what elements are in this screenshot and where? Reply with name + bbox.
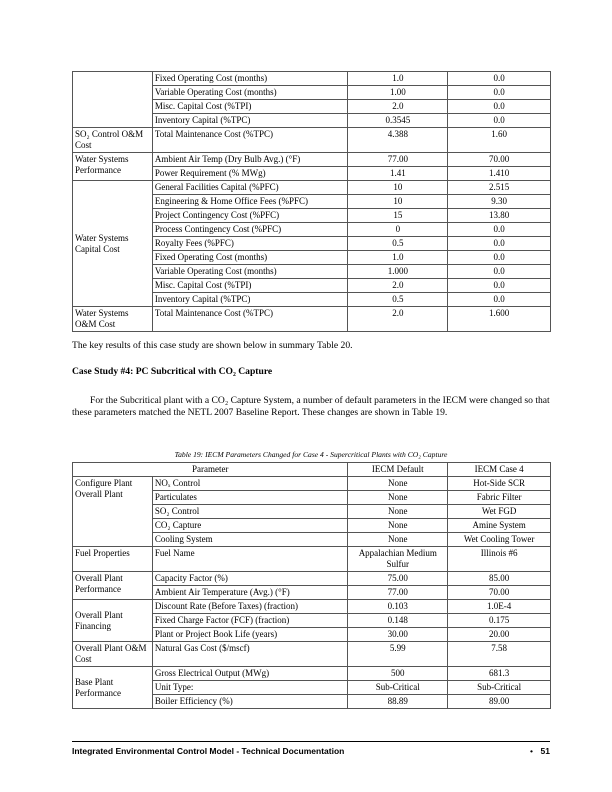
- parameter-cell: Fixed Operating Cost (months): [152, 251, 348, 265]
- default-value-cell: 1.000: [348, 265, 448, 279]
- group-label: Water Systems O&M Cost: [73, 307, 153, 332]
- default-value-cell: 1.0: [348, 251, 448, 265]
- parameter-cell: Natural Gas Cost ($/mscf): [152, 642, 348, 667]
- default-value-cell: None: [348, 477, 448, 491]
- case-value-cell: Fabric Filter: [448, 491, 551, 505]
- parameter-cell: Unit Type:: [152, 681, 348, 695]
- parameter-cell: Inventory Capital (%TPC): [152, 293, 348, 307]
- table-row: [73, 153, 551, 167]
- table-row: [73, 547, 551, 572]
- case-value-cell: 0.0: [448, 100, 551, 114]
- footer-title: Integrated Environmental Control Model - Technical Documentation: [72, 746, 345, 756]
- case-value-cell: Amine System: [448, 519, 551, 533]
- case-value-cell: 9.30: [448, 195, 551, 209]
- parameter-cell: NOₓ Control: [152, 477, 348, 491]
- case-value-cell: 20.00: [448, 628, 551, 642]
- default-value-cell: 2.0: [348, 307, 448, 332]
- parameter-cell: Fixed Operating Cost (months): [152, 72, 348, 86]
- case-value-cell: 0.175: [448, 614, 551, 628]
- default-value-cell: 0.5: [348, 237, 448, 251]
- default-value-cell: 500: [348, 667, 448, 681]
- group-label: Water Systems Performance: [73, 153, 153, 181]
- default-value-cell: 88.89: [348, 695, 448, 709]
- parameter-cell: Engineering & Home Office Fees (%PFC): [152, 195, 348, 209]
- case-value-cell: 2.515: [448, 181, 551, 195]
- default-value-cell: 15: [348, 209, 448, 223]
- case-value-cell: Illinois #6: [448, 547, 551, 572]
- summary-paragraph: The key results of this case study are shown below in summary Table 20.: [72, 340, 353, 351]
- parameter-cell: Variable Operating Cost (months): [152, 86, 348, 100]
- default-value-cell: 10: [348, 195, 448, 209]
- table-row: [73, 128, 551, 153]
- default-value-cell: None: [348, 533, 448, 547]
- default-value-cell: None: [348, 519, 448, 533]
- case-value-cell: 85.00: [448, 572, 551, 586]
- default-value-cell: 1.41: [348, 167, 448, 181]
- case-value-cell: 0.0: [448, 114, 551, 128]
- table-row: [73, 307, 551, 332]
- default-value-cell: 1.0: [348, 72, 448, 86]
- case-value-cell: 0.0: [448, 251, 551, 265]
- default-value-cell: 0.103: [348, 600, 448, 614]
- parameter-cell: Total Maintenance Cost (%TPC): [152, 128, 348, 153]
- case-value-cell: 681.3: [448, 667, 551, 681]
- default-value-cell: 75.00: [348, 572, 448, 586]
- default-value-cell: 0: [348, 223, 448, 237]
- parameter-cell: Plant or Project Book Life (years): [152, 628, 348, 642]
- parameter-cell: Fuel Name: [152, 547, 348, 572]
- case-value-cell: 1.410: [448, 167, 551, 181]
- case-value-cell: Wet FGD: [448, 505, 551, 519]
- table-row: [73, 181, 551, 195]
- case-value-cell: 1.0E-4: [448, 600, 551, 614]
- case-value-cell: 0.0: [448, 223, 551, 237]
- parameter-cell: Total Maintenance Cost (%TPC): [152, 307, 348, 332]
- case-value-cell: Hot-Side SCR: [448, 477, 551, 491]
- case-value-cell: 1.600: [448, 307, 551, 332]
- case-value-cell: 1.60: [448, 128, 551, 153]
- default-value-cell: 77.00: [348, 153, 448, 167]
- default-value-cell: 4.388: [348, 128, 448, 153]
- case-value-cell: 7.58: [448, 642, 551, 667]
- group-label: Configure Plant Overall Plant: [73, 477, 153, 547]
- table-row: [73, 477, 551, 491]
- case-study-paragraph: For the Subcritical plant with a CO₂ Capture System, a number of default parameters in the IECM were changed so that these parameters matched the NETL 2007 Baseline Report. These changes are shown in Table 19.: [72, 395, 550, 418]
- footer-bullet: •: [530, 746, 533, 756]
- group-label: Overall Plant Performance: [73, 572, 153, 600]
- parameter-cell: Variable Operating Cost (months): [152, 265, 348, 279]
- case-value-cell: 89.00: [448, 695, 551, 709]
- parameter-cell: SO₂ Control: [152, 505, 348, 519]
- case-value-cell: 0.0: [448, 86, 551, 100]
- table-row: [73, 667, 551, 681]
- group-label: Overall Plant O&M Cost: [73, 642, 153, 667]
- parameter-cell: Process Contingency Cost (%PFC): [152, 223, 348, 237]
- table-header-row: [73, 463, 551, 477]
- parameter-cell: Ambient Air Temperature (Avg.) (°F): [152, 586, 348, 600]
- page-number: 51: [540, 746, 550, 756]
- case-value-cell: 0.0: [448, 279, 551, 293]
- parameter-cell: General Facilities Capital (%PFC): [152, 181, 348, 195]
- case4-parameters-table: [72, 462, 551, 709]
- footer-rule: [72, 741, 550, 742]
- case-value-cell: Sub-Critical: [448, 681, 551, 695]
- table-row: [73, 72, 551, 86]
- parameter-cell: CO₂ Capture: [152, 519, 348, 533]
- parameter-cell: Inventory Capital (%TPC): [152, 114, 348, 128]
- default-value-cell: 0.148: [348, 614, 448, 628]
- parameter-cell: Fixed Charge Factor (FCF) (fraction): [152, 614, 348, 628]
- header-iecm-default: IECM Default: [348, 463, 448, 477]
- table-caption: Table 19: IECM Parameters Changed for Case 4 - Supercritical Plants with CO₂ Capture: [174, 450, 448, 459]
- case-study-heading: Case Study #4: PC Subcritical with CO₂ Capture: [72, 366, 273, 377]
- table-row: [73, 572, 551, 586]
- default-value-cell: 0.3545: [348, 114, 448, 128]
- group-label: Water Systems Capital Cost: [73, 181, 153, 307]
- parameter-cell: Project Contingency Cost (%PFC): [152, 209, 348, 223]
- default-value-cell: Appalachian Medium Sulfur: [348, 547, 448, 572]
- parameter-cell: Power Requirement (% MWg): [152, 167, 348, 181]
- default-value-cell: 30.00: [348, 628, 448, 642]
- parameter-cell: Discount Rate (Before Taxes) (fraction): [152, 600, 348, 614]
- parameter-cell: Ambient Air Temp (Dry Bulb Avg.) (°F): [152, 153, 348, 167]
- header-iecm-case4: IECM Case 4: [448, 463, 551, 477]
- parameter-cell: Boiler Efficiency (%): [152, 695, 348, 709]
- case-value-cell: 70.00: [448, 153, 551, 167]
- default-value-cell: 1.00: [348, 86, 448, 100]
- parameters-table-continued: [72, 71, 551, 332]
- default-value-cell: 2.0: [348, 100, 448, 114]
- case-value-cell: 70.00: [448, 586, 551, 600]
- parameter-cell: Particulates: [152, 491, 348, 505]
- parameter-cell: Misc. Capital Cost (%TPI): [152, 100, 348, 114]
- table-row: [73, 600, 551, 614]
- parameter-cell: Capacity Factor (%): [152, 572, 348, 586]
- default-value-cell: 10: [348, 181, 448, 195]
- table-row: [73, 642, 551, 667]
- default-value-cell: 0.5: [348, 293, 448, 307]
- case-value-cell: 0.0: [448, 293, 551, 307]
- parameter-cell: Cooling System: [152, 533, 348, 547]
- group-label: Base Plant Performance: [73, 667, 153, 709]
- case-value-cell: 13.80: [448, 209, 551, 223]
- default-value-cell: None: [348, 491, 448, 505]
- default-value-cell: 5.99: [348, 642, 448, 667]
- parameter-cell: Misc. Capital Cost (%TPI): [152, 279, 348, 293]
- group-label: [73, 72, 153, 128]
- case-value-cell: 0.0: [448, 72, 551, 86]
- default-value-cell: None: [348, 505, 448, 519]
- group-label: Fuel Properties: [73, 547, 153, 572]
- case-value-cell: 0.0: [448, 237, 551, 251]
- group-label: Overall Plant Financing: [73, 600, 153, 642]
- header-parameter: Parameter: [73, 463, 348, 477]
- case-value-cell: 0.0: [448, 265, 551, 279]
- group-label: SO₂ Control O&M Cost: [73, 128, 153, 153]
- default-value-cell: 77.00: [348, 586, 448, 600]
- parameter-cell: Royalty Fees (%PFC): [152, 237, 348, 251]
- default-value-cell: Sub-Critical: [348, 681, 448, 695]
- parameter-cell: Gross Electrical Output (MWg): [152, 667, 348, 681]
- case-value-cell: Wet Cooling Tower: [448, 533, 551, 547]
- default-value-cell: 2.0: [348, 279, 448, 293]
